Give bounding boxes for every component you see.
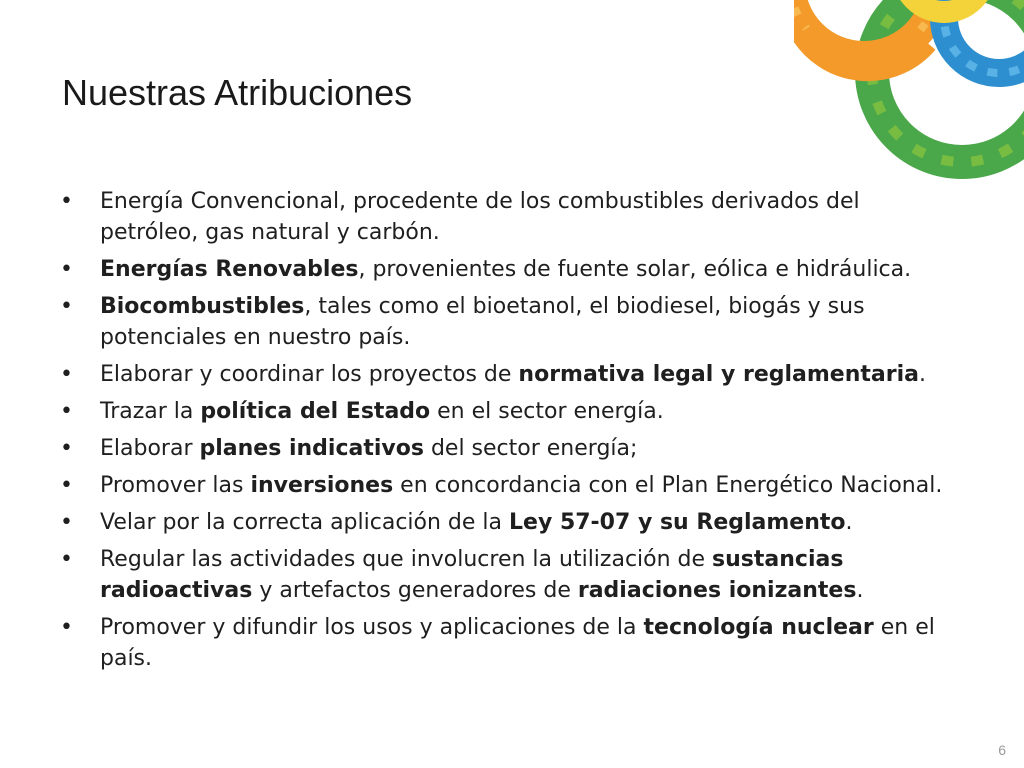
decorative-rings-graphic bbox=[794, 0, 1024, 190]
bullet-text-bold: sustancias radioactivas bbox=[100, 547, 844, 603]
bullet-marker: • bbox=[60, 399, 73, 424]
bullet-text: Regular las actividades que involucren la utilización de bbox=[100, 547, 713, 572]
bullet-text: en el sector energía. bbox=[430, 399, 664, 424]
bullet-marker: • bbox=[60, 510, 73, 535]
bullet-text: . bbox=[856, 578, 864, 603]
bullet-marker: • bbox=[60, 473, 73, 498]
bullet-text: en el país. bbox=[100, 615, 935, 671]
bullet-text: . bbox=[919, 362, 926, 387]
bullet-text: Trazar la bbox=[100, 399, 201, 424]
bullet-item bbox=[60, 291, 960, 353]
bullet-marker: • bbox=[60, 294, 73, 319]
bullet-text: Elaborar bbox=[100, 436, 200, 461]
bullet-text: Velar por la correcta aplicación de la bbox=[100, 510, 509, 535]
bullet-text-bold: Ley 57-07 y su Reglamento bbox=[509, 510, 846, 535]
bullet-item bbox=[60, 359, 960, 390]
bullet-item bbox=[60, 396, 960, 427]
bullet-marker: • bbox=[60, 189, 73, 214]
bullet-text-bold: inversiones bbox=[250, 473, 394, 498]
bullet-item bbox=[60, 470, 960, 501]
bullet-item bbox=[60, 544, 960, 606]
bullet-marker: • bbox=[60, 362, 73, 387]
bullet-text-bold: Biocombustibles bbox=[100, 294, 305, 319]
bullet-text: Elaborar y coordinar los proyectos de bbox=[100, 362, 519, 387]
bullet-text-bold: tecnología nuclear bbox=[643, 615, 874, 640]
bullet-text-bold: radiaciones ionizantes bbox=[577, 578, 857, 603]
bullet-item bbox=[60, 186, 960, 248]
bullet-text-bold: Energías Renovables bbox=[100, 257, 359, 282]
bullet-marker: • bbox=[60, 257, 73, 282]
bullet-item bbox=[60, 254, 960, 285]
bullet-list bbox=[60, 186, 960, 680]
bullet-item bbox=[60, 433, 960, 464]
bullet-text: en concordancia con el Plan Energético Nacional. bbox=[393, 473, 943, 498]
bullet-text: del sector energía; bbox=[423, 436, 638, 461]
bullet-text: Promover las bbox=[100, 473, 251, 498]
bullet-item bbox=[60, 612, 960, 674]
bullet-item bbox=[60, 507, 960, 538]
slide-title: Nuestras Atribuciones bbox=[62, 72, 413, 113]
bullet-marker: • bbox=[60, 615, 73, 640]
bullet-text: , provenientes de fuente solar, eólica e hidráulica. bbox=[358, 257, 912, 282]
bullet-text: , tales como el bioetanol, el biodiesel, biogás y sus potenciales en nuestro país. bbox=[100, 294, 865, 350]
bullet-text-bold: planes indicativos bbox=[199, 436, 424, 461]
bullet-text: Energía Convencional, procedente de los combustibles derivados del petróleo, gas natural y carbón. bbox=[100, 189, 860, 245]
bullet-text: . bbox=[845, 510, 853, 535]
bullet-marker: • bbox=[60, 436, 73, 461]
bullet-text-bold: normativa legal y reglamentaria bbox=[518, 362, 919, 387]
bullet-text-bold: política del Estado bbox=[200, 399, 431, 424]
bullet-marker: • bbox=[60, 547, 73, 572]
bullet-text: Promover y difundir los usos y aplicaciones de la bbox=[100, 615, 644, 640]
page-number: 6 bbox=[998, 742, 1006, 758]
bullet-text: y artefactos generadores de bbox=[252, 578, 578, 603]
